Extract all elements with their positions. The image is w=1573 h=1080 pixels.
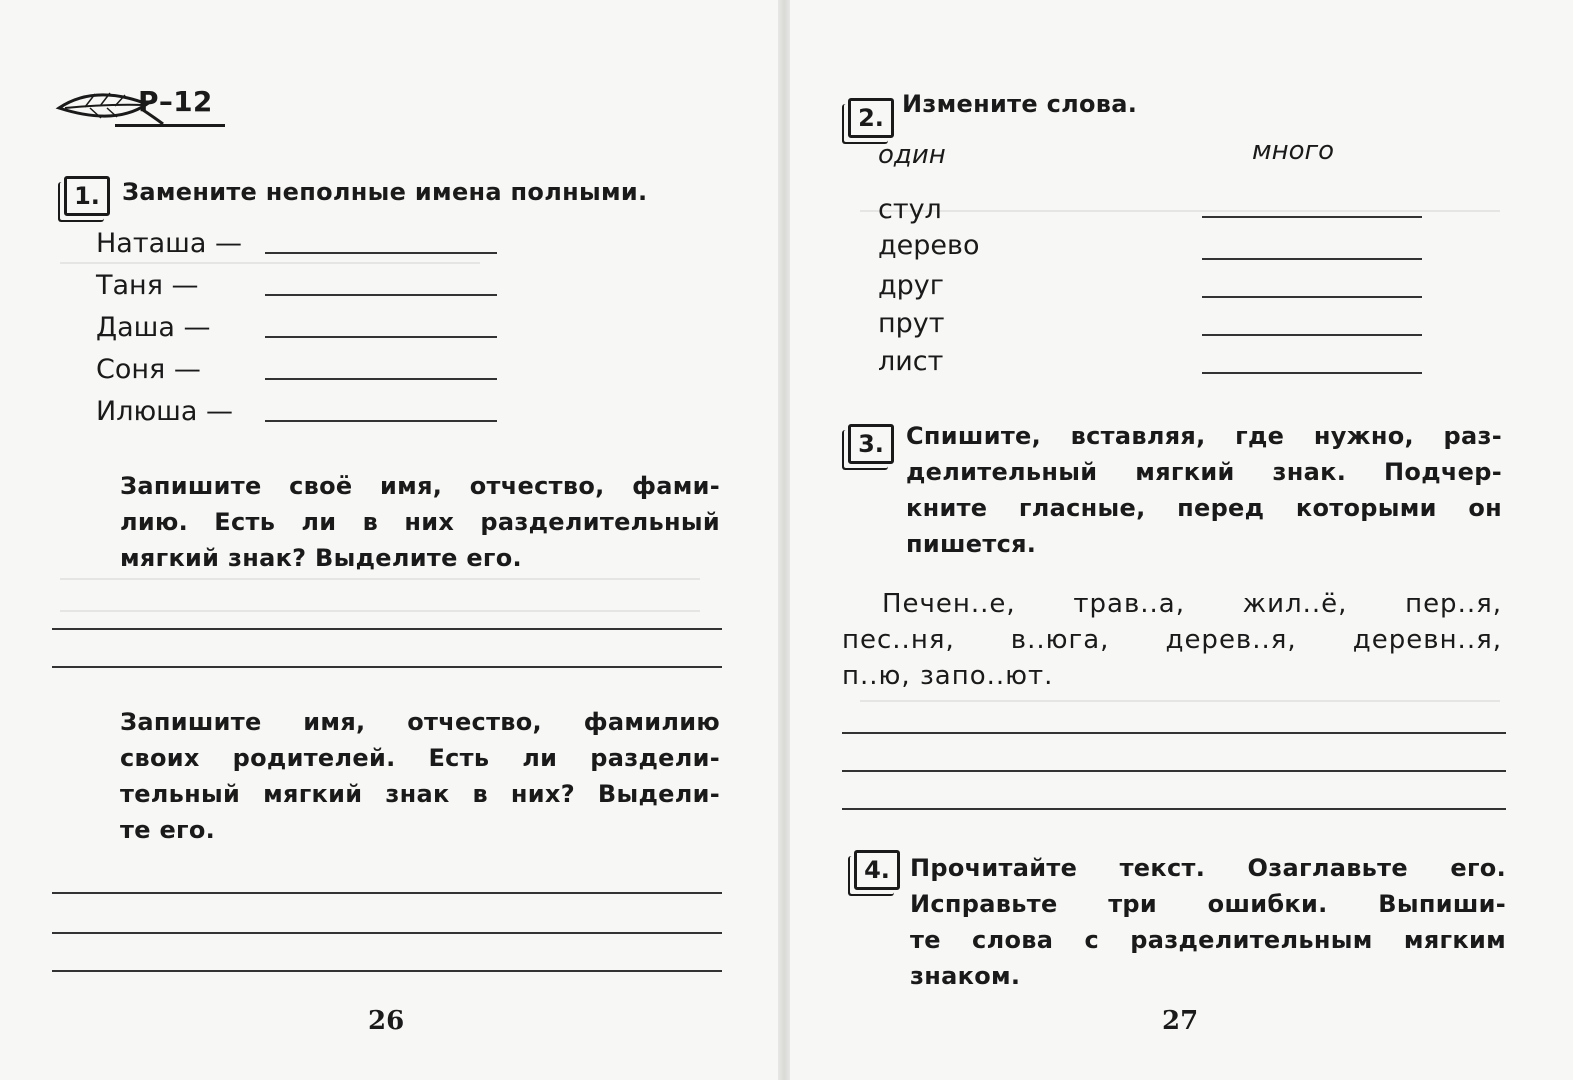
word: лист bbox=[878, 346, 944, 377]
right-page bbox=[790, 0, 1573, 1080]
worksheet-code: Р–12 bbox=[138, 85, 213, 118]
instruction-line: мягкий знак? Выделите его. bbox=[120, 544, 522, 572]
instruction-line: Прочитайте текст. Озаглавьте его. bbox=[910, 854, 1506, 882]
word: стул bbox=[878, 194, 942, 225]
writing-line bbox=[52, 628, 722, 630]
bleed-through-line bbox=[860, 210, 1500, 212]
name-label: Таня — bbox=[96, 270, 199, 301]
bleed-through-text bbox=[230, 100, 240, 133]
answer-line bbox=[265, 420, 497, 422]
instruction-line: кните гласные, перед которыми он bbox=[906, 494, 1502, 522]
task-number-badge: 2. bbox=[848, 98, 894, 138]
column-header-one: один bbox=[878, 140, 946, 170]
answer-line bbox=[1202, 296, 1422, 298]
task-number-badge: 3. bbox=[848, 424, 894, 464]
task-number-badge: 4. bbox=[854, 850, 900, 890]
instruction-line: те его. bbox=[120, 816, 216, 844]
instruction-line: своих родителей. Есть ли раздели- bbox=[120, 744, 720, 772]
instruction-line: пишется. bbox=[906, 530, 1037, 558]
instruction-line: те слова с разделительным мягким bbox=[910, 926, 1506, 954]
instruction-line: Исправьте три ошибки. Выпиши- bbox=[910, 890, 1506, 918]
exercise-line: Печен..е, трав..а, жил..ё, пер..я, bbox=[882, 589, 1502, 619]
name-label: Илюша — bbox=[96, 396, 234, 427]
answer-line bbox=[265, 294, 497, 296]
instruction-line: тельный мягкий знак в них? Выдели- bbox=[120, 780, 720, 808]
task-title: Замените неполные имена полными. bbox=[122, 178, 648, 206]
answer-line bbox=[1202, 372, 1422, 374]
writing-line bbox=[842, 808, 1506, 810]
writing-line bbox=[842, 732, 1506, 734]
page-number: 27 bbox=[1162, 1006, 1199, 1036]
name-label: Даша — bbox=[96, 312, 211, 343]
header-underline bbox=[115, 124, 225, 127]
instruction-line: знаком. bbox=[910, 962, 1021, 990]
bleed-through-line bbox=[860, 700, 1500, 702]
task-number-badge: 1. bbox=[64, 176, 110, 216]
word: прут bbox=[878, 308, 945, 339]
writing-line bbox=[52, 970, 722, 972]
answer-line bbox=[1202, 258, 1422, 260]
exercise-line: пес..ня, в..юга, дерев..я, деревн..я, bbox=[842, 625, 1502, 655]
name-label: Соня — bbox=[96, 354, 201, 385]
instruction-line: Запишите своё имя, отчество, фами- bbox=[120, 472, 720, 500]
writing-line bbox=[52, 892, 722, 894]
word: друг bbox=[878, 270, 944, 301]
instruction-line: Запишите имя, отчество, фамилию bbox=[120, 708, 720, 736]
answer-line bbox=[265, 378, 497, 380]
writing-line bbox=[842, 770, 1506, 772]
answer-line bbox=[1202, 216, 1422, 218]
left-page bbox=[0, 0, 780, 1080]
instruction-line: Спишите, вставляя, где нужно, раз- bbox=[906, 422, 1502, 450]
bleed-through-line bbox=[60, 578, 700, 580]
writing-line bbox=[52, 666, 722, 668]
task-title: Измените слова. bbox=[902, 90, 1138, 118]
page-number: 26 bbox=[368, 1006, 405, 1036]
answer-line bbox=[265, 336, 497, 338]
answer-line bbox=[1202, 334, 1422, 336]
word: дерево bbox=[878, 230, 980, 261]
instruction-line: делительный мягкий знак. Подчер- bbox=[906, 458, 1502, 486]
writing-line bbox=[52, 932, 722, 934]
exercise-line: п..ю, запо..ют. bbox=[842, 661, 1054, 691]
answer-line bbox=[265, 252, 497, 254]
name-label: Наташа — bbox=[96, 228, 242, 259]
bleed-through-line bbox=[60, 610, 700, 612]
column-header-many: много bbox=[1252, 136, 1335, 166]
instruction-line: лию. Есть ли в них разделительный bbox=[120, 508, 720, 536]
